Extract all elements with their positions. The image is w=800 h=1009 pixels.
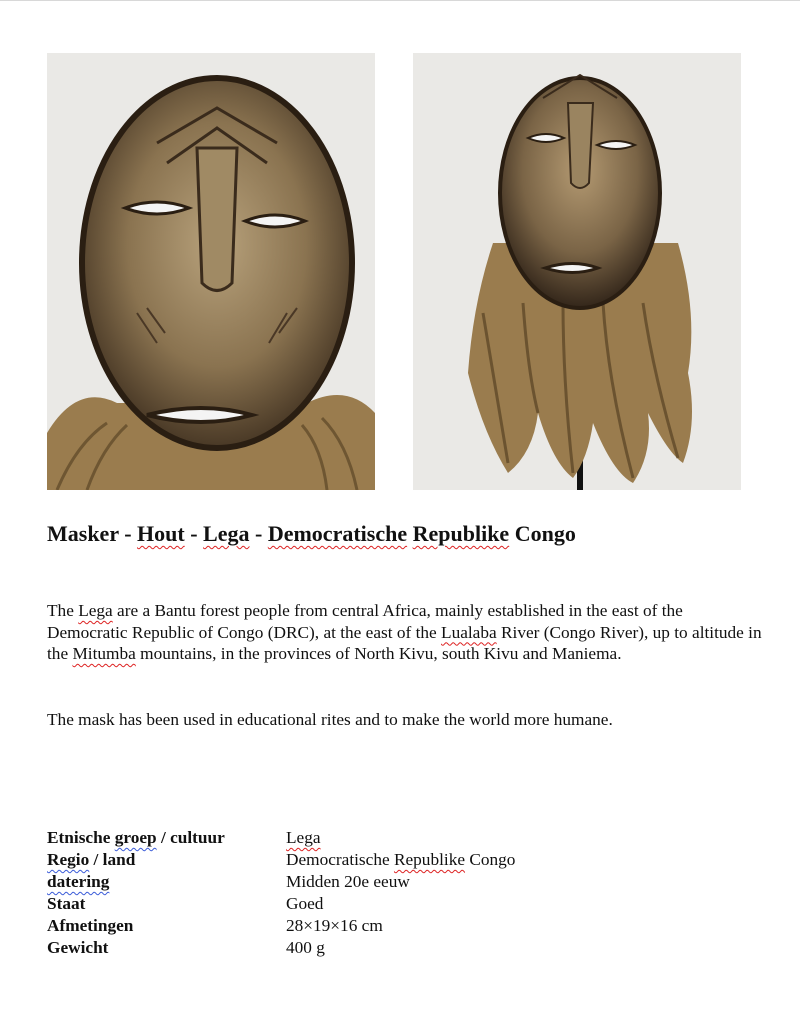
value-text: Democratische [286, 850, 394, 869]
paragraph-text: mountains, in the provinces of North Kivu, south Kivu and Maniema. [135, 644, 622, 663]
label-text: Etnische [47, 828, 115, 847]
title-text: Democratische [267, 521, 408, 546]
description-paragraph-2: The mask has been used in educational rites and to make the world more humane. [47, 710, 613, 729]
specs-label [47, 871, 286, 893]
specs-label [47, 893, 286, 915]
label-text: / cultuur [156, 828, 225, 847]
description-paragraph-1 [47, 600, 767, 665]
specs-value [286, 871, 515, 893]
specs-value [286, 915, 515, 937]
specs-row [47, 871, 515, 893]
label-text: Gewicht [47, 938, 109, 957]
paragraph-text: River (Congo River), up to altitude in the [47, 622, 762, 663]
mask-front-photo [47, 53, 375, 490]
mask-front-icon [47, 53, 375, 490]
specs-row [47, 915, 515, 937]
value-text: Republike [393, 850, 466, 869]
paragraph-text: The [47, 601, 79, 620]
label-text: groep [114, 828, 157, 847]
specs-row [47, 937, 515, 959]
value-text: 400 g [286, 938, 325, 957]
title-text: - [249, 521, 268, 546]
document-title [47, 521, 576, 547]
specs-label [47, 827, 286, 849]
value-text: Congo [465, 850, 516, 869]
specs-table [47, 827, 515, 959]
title-text: Masker - [47, 521, 138, 546]
specs-value [286, 893, 515, 915]
specs-label [47, 915, 286, 937]
specs-row [47, 893, 515, 915]
paragraph-text: are a Bantu forest people from central Africa, mainly established in the east of the Democratic Republic of Congo (DRC), at the east of the [47, 601, 683, 642]
label-text: Afmetingen [47, 916, 134, 935]
paragraph-text: Mitumba [72, 644, 136, 663]
label-text: / land [89, 850, 136, 869]
specs-value [286, 937, 515, 959]
label-text: Regio [47, 850, 90, 869]
specs-row [47, 827, 515, 849]
title-text: Congo [509, 521, 576, 546]
title-text: - [184, 521, 204, 546]
paragraph-text: Lega [78, 601, 113, 620]
specs-value [286, 849, 515, 871]
page-top-border [0, 0, 800, 1]
mask-on-stand-icon [413, 53, 741, 490]
title-text: Republike [412, 521, 510, 546]
paragraph-text: Lualaba [441, 622, 497, 642]
value-text: Goed [286, 894, 324, 913]
value-text: 28×19×16 cm [286, 916, 383, 935]
value-text: Midden 20e eeuw [286, 872, 410, 891]
label-text: Staat [47, 894, 86, 913]
specs-label [47, 849, 286, 871]
value-text: Lega [286, 828, 321, 847]
title-text: Hout [137, 521, 185, 546]
specs-value [286, 827, 515, 849]
specs-label [47, 937, 286, 959]
title-text: Lega [203, 521, 250, 546]
label-text: datering [47, 872, 110, 891]
mask-on-stand-photo [413, 53, 741, 490]
specs-row [47, 849, 515, 871]
